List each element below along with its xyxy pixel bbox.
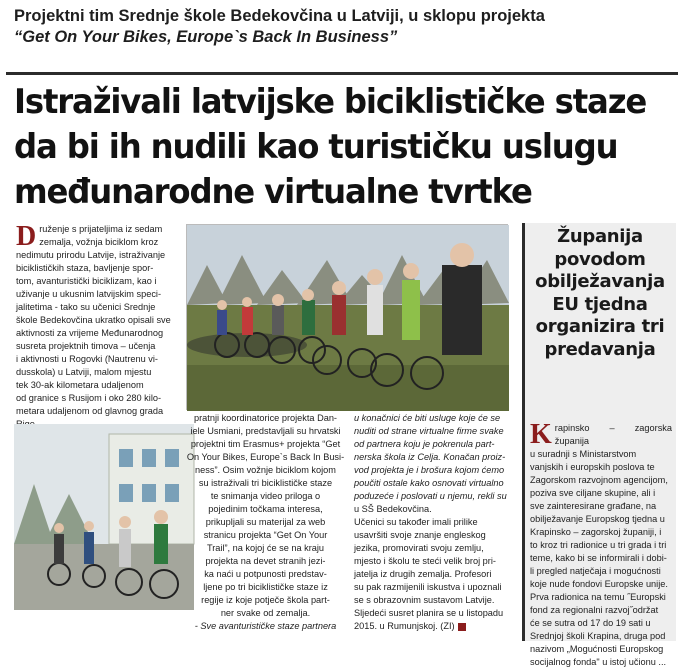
sidebar-line: poziva sve ciljane skupine, ali i [530, 488, 656, 498]
column-1-line: ruženje s prijateljima iz sedam [39, 224, 163, 234]
column-2-line: Trail”, na kojoj će se na kraju [206, 543, 325, 553]
sidebar-title-line: organizira tri [535, 316, 665, 337]
column-1-line: dusskola) u Latviji, malom mjestu [16, 367, 152, 377]
column-3-line: od partnera koju je pokrenula part- [354, 439, 495, 449]
sidebar-title-line: predavanja [544, 338, 656, 360]
column-2-line: regije iz koje potječe škola part- [201, 595, 330, 605]
dropcap: D [16, 221, 37, 252]
column-3-text [354, 412, 512, 633]
headline-line-3: međunarodne virtualne tvrtke [14, 172, 532, 212]
column-3-line: u SŠ Bedekovčina. [354, 504, 432, 514]
column-3-line: Učenici su također imali prilike [354, 517, 478, 527]
column-2-text [184, 412, 347, 633]
column-3-line: nerska škola iz Celja. Konačan proiz- [354, 452, 506, 462]
column-1-line: uživanje u ukusnim latvijskim speci- [16, 289, 162, 299]
column-3-line: jezika, promovirati svoju zemlju, [354, 543, 484, 553]
column-3-line: vod projekta je i brošura kojom ćemo [354, 465, 505, 475]
column-3-line: jatelja iz drugih zemalja. Profesori [354, 569, 492, 579]
column-3-line: nuditi od strane virtualne firme svake [354, 426, 504, 436]
article-column-2 [184, 412, 347, 633]
sidebar-line: rapinsko – zagorska županija [554, 423, 672, 446]
article-kicker [14, 6, 674, 48]
column-2-line: su istraživali tri biciklističke staze [198, 478, 333, 488]
column-2-line: iele Usmiani, predstavljali su hrvatski [190, 426, 341, 436]
column-1-line: jalitetima - tako su učenici Srednje [16, 302, 156, 312]
sidebar-line: obilježavanje Europskog tjedna u [530, 514, 665, 524]
column-3-line: mjesto i školu te steći velik broj pri- [354, 556, 496, 566]
article-column-1 [16, 223, 183, 457]
sidebar-text [530, 419, 672, 669]
column-3-line: u konačnici će biti usluge koje će se [354, 413, 501, 423]
sidebar-line: teme, kako bi se informirali i dobi- [530, 553, 667, 563]
kicker-line-1: Projektni tim Srednje škole Bedekovčina u Latviji, u sklopu projekta [14, 7, 545, 25]
column-1-line: susreta projektnih timova – učenja [16, 341, 156, 351]
sidebar-line: Srednjoj školi Krapina, druga pod [530, 631, 666, 641]
students-with-bikes-photo [14, 424, 194, 610]
column-3-line: usavršiti svoje znanje engleskog [354, 530, 486, 540]
kicker-line-2: “Get On Your Bikes, Europe`s Back In Business” [14, 28, 398, 46]
column-2-line: ljene po tri biciklističke staze iz [203, 582, 328, 592]
headline [14, 80, 646, 215]
sidebar-line: sve zainteresirane građane, na [530, 501, 657, 511]
sidebar-line: fond za regionalni razvoj˝održat [530, 605, 659, 615]
column-3-line: se s obrazovnim sustavom Latvije. [354, 595, 495, 605]
column-1-line: nedimutu prirodu Latvije, istraživanje [16, 250, 166, 260]
sidebar-line: li pregled natječaja i mogućnosti [530, 566, 661, 576]
sidebar-line: to kroz tri radionice u tri grada i tri [530, 540, 667, 550]
sidebar-dropcap: K [530, 419, 552, 450]
sidebar-line: vanjskih i europskih poslova te [530, 462, 655, 472]
column-2-line: ner svake od zemalja. [220, 608, 311, 618]
column-2-line: te snimanja video priloga o [210, 491, 321, 501]
sidebar-title [530, 226, 670, 361]
article-column-3 [354, 412, 512, 633]
column-1-line: od granice s Rusijom i oko 280 kilo- [16, 393, 162, 403]
column-2-line: ness”. Osim vožnje biciklom kojom [195, 465, 336, 475]
column-3-line: 2015. u Rumunjskoj. (ZI) [354, 620, 512, 633]
column-1-line: metara udaljenom od glavnog grada [16, 406, 164, 416]
headline-line-1: Istraživali latvijske biciklističke staze [14, 82, 647, 122]
column-2-line: projekta na devet stranih jezi- [205, 556, 326, 566]
sidebar-title-line: povodom [554, 248, 646, 270]
sidebar-line: socijalnog fonda" u istoj učionu ... [530, 657, 667, 667]
sidebar-line: Zagorskom razvojnom agencijom, [530, 475, 668, 485]
column-2-line: prikupljali su materijal za web [205, 517, 326, 527]
column-3-line: Sljedeći susret planira se u listopadu [354, 608, 504, 618]
sidebar-title-line: EU tjedna [552, 293, 648, 315]
header-rule [6, 72, 678, 75]
column-1-line: tom, avanturistički biciklizam, kao i [16, 276, 157, 286]
column-2-line: pratnji koordinatorice projekta Dan- [194, 413, 337, 423]
column-2-line: - Sve avanturističke staze partnera [194, 621, 337, 631]
sidebar-line: u suradnji s Ministarstvom [530, 449, 637, 459]
column-2-line: ka naći u potpunosti predstav- [204, 569, 327, 579]
sidebar-body [530, 419, 672, 669]
column-2-line: On Your Bikes, Europe`s Back In Busi- [186, 452, 345, 462]
sidebar-line: Krapinsko – zagorskoj županiji, i [530, 527, 662, 537]
sidebar-line: nazivom „Mogućnosti Europskog [530, 644, 664, 654]
column-1-line: škole Bedekovčina ukratko opisali sve [16, 315, 171, 325]
column-1-line: aktivnosti za vrijeme Međunarodnog [16, 328, 164, 338]
column-3-line: su pak razmijenili iskustva i upoznali [354, 582, 502, 592]
column-1-line: tek 30-ak kilometara udaljenom [16, 380, 144, 390]
column-2-line: projektni tim Erasmus+ projekta “Get [190, 439, 341, 449]
sidebar-line: koje nude fondovi Europske unije. [530, 579, 668, 589]
column-2-line: pojedinim točkama interesa, [208, 504, 323, 514]
column-1-line: zemalja, vožnja biciklom kroz [39, 237, 159, 247]
headline-line-2: da bi ih nudili kao turističku uslugu [14, 127, 618, 167]
cyclists-group-photo [186, 224, 508, 410]
sidebar-title-line: Županija [557, 226, 643, 247]
column-3-line: poučiti ostale kako osnovati virtualno [354, 478, 504, 488]
sidebar-title-line: obilježavanja [535, 271, 665, 292]
column-1-text [16, 223, 183, 457]
column-1-line: i aktivnosti u Rogovki (Nautrenu vi- [16, 354, 158, 364]
column-1-line: biciklističkih staza, bavljenje spor- [16, 263, 154, 273]
end-mark [458, 623, 466, 631]
sidebar-line: će se sutra od 17 do 19 sati u [530, 618, 651, 628]
column-2-line: stranicu projekta “Get On Your [203, 530, 328, 540]
sidebar-line: Prva radionica na temu ˝Europski [530, 592, 666, 602]
column-3-line: poduzeće i poslovati u njemu, rekli su [354, 491, 507, 501]
